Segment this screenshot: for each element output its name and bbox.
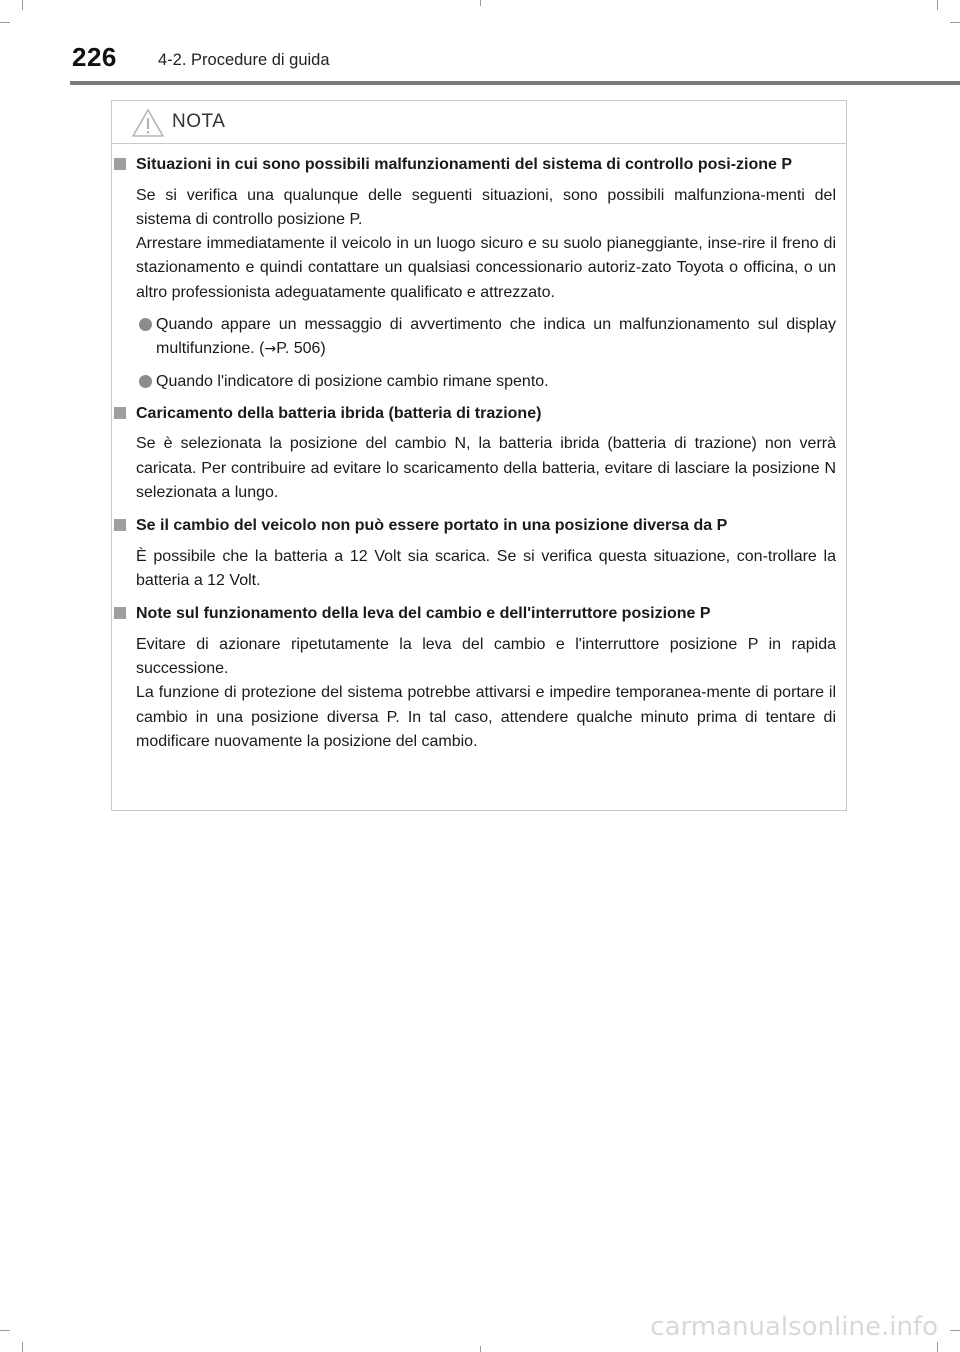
crop-mark (950, 1330, 960, 1331)
item-title (112, 602, 846, 627)
item-title-text: Caricamento della batteria ibrida (batteria di trazione) (136, 404, 542, 422)
watermark: carmanualsonline.info (650, 1312, 938, 1342)
item-title-text: Situazioni in cui sono possibili malfunzionamenti del sistema di controllo posi-zione P (136, 156, 793, 173)
page-number: 226 (72, 42, 117, 72)
item-title (112, 514, 846, 539)
paragraph: Se si verifica una qualunque delle seguenti situazioni, sono possibili malfunziona-menti del sistema di controllo posizione P. (136, 186, 836, 228)
crop-mark (22, 1342, 23, 1352)
paragraph: Evitare di azionare ripetutamente la leva del cambio e l'interruttore posizione P in rapida successione. (136, 635, 836, 678)
item-title (112, 402, 846, 427)
crop-mark (937, 1342, 938, 1352)
square-bullet-icon (114, 158, 126, 170)
item-title-text: Se il cambio del veicolo non può essere portato in una posizione diversa da P (136, 517, 728, 535)
square-bullet-icon (114, 407, 126, 419)
crop-mark (480, 1346, 481, 1352)
nota-label: NOTA (172, 111, 226, 132)
paragraph: Se è selezionata la posizione del cambio N, la batteria ibrida (batteria di trazione) non verrà caricata. Per contribuire ad evitare lo scaricamento della batteria, evitare di lasciare la posizione N selezionata a lungo. (136, 435, 836, 501)
page-header (0, 0, 960, 90)
circle-bullet-icon (139, 375, 152, 388)
square-bullet-icon (114, 519, 126, 531)
circle-bullet-icon (139, 318, 152, 331)
list-item (112, 313, 846, 362)
nota-body (112, 153, 846, 754)
square-bullet-icon (114, 607, 126, 619)
arrow-right-icon: → (264, 341, 277, 358)
list-item-text: Quando appare un messaggio di avvertimento che indica un malfunzionamento sul display multifunzione. ( (156, 315, 836, 358)
nota-header (112, 101, 846, 144)
page-reference: P. 506) (276, 340, 326, 358)
list-item (112, 370, 846, 394)
nota-box (111, 100, 847, 811)
paragraph: La funzione di protezione del sistema potrebbe attivarsi e impedire temporanea-mente di portare il cambio in una posizione diversa P. In tal caso, attendere qualche minuto prima di tentare di modificare nuovamente la posizione del cambio. (136, 684, 836, 751)
item-title (112, 153, 846, 178)
section-title: 4-2. Procedure di guida (158, 51, 330, 69)
paragraph: Arrestare immediatamente il veicolo in un luogo sicuro e su suolo pianeggiante, inse-rire il freno di stazionamento e quindi contattare un qualsiasi concessionario autoriz-zato Toyota o officina, o un altro professionista adeguatamente qualificato e attrezzato. (136, 235, 836, 301)
list-item-text: Quando l'indicatore di posizione cambio rimane spento. (156, 372, 549, 390)
item-title-text: Note sul funzionamento della leva del cambio e dell'interruttore posizione P (136, 605, 711, 623)
paragraph: È possibile che la batteria a 12 Volt sia scarica. Se si verifica questa situazione, con-trollare la batteria a 12 Volt. (136, 547, 836, 590)
warning-triangle-icon (131, 108, 165, 138)
crop-mark (0, 1330, 10, 1331)
header-rule (70, 81, 960, 85)
